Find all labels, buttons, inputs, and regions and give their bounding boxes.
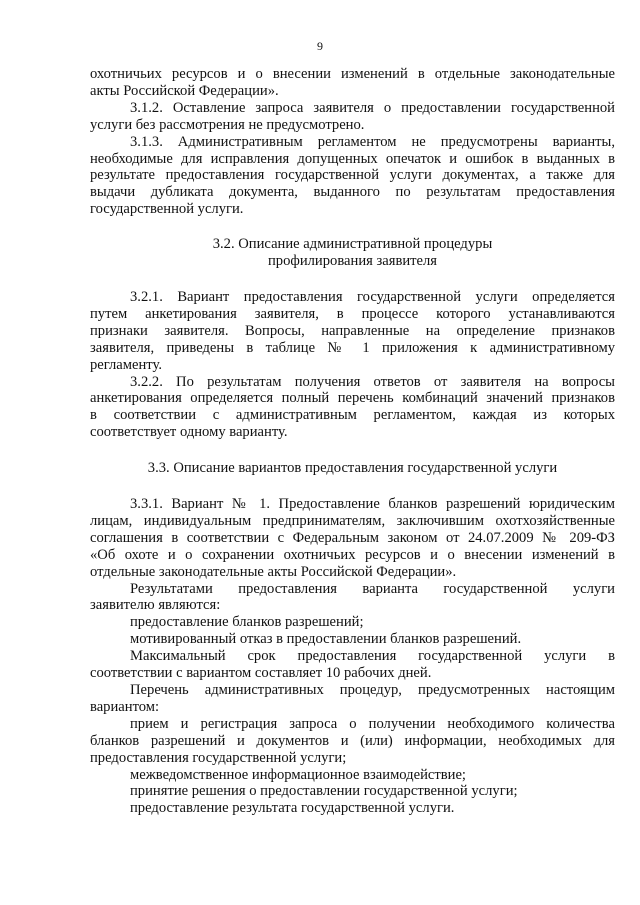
list-item: прием и регистрация запроса о получении необходимого количества: [130, 715, 615, 732]
list-item: межведомственное информационное взаимодействие;: [130, 766, 466, 783]
list-item: принятие решения о предоставлении государственной услуги;: [130, 783, 518, 800]
document-body: [90, 66, 615, 817]
text-line: соглашения в соответствии с Федеральным законом от 24.07.2009 № 209-ФЗ: [90, 529, 615, 546]
text-line: в соответствии с административным регламентом, каждая из которых: [90, 407, 615, 424]
text-line: заявителя, приведены в таблице № 1 приложения к административному: [90, 339, 615, 356]
text-line: результате предоставления государственной услуги документах, а также для: [90, 167, 615, 184]
text-line: выдачи дубликата документа, выданного по результатам предоставления: [90, 184, 615, 201]
paragraph-3-2-1: 3.2.1. Вариант предоставления государственной услуги определяется: [130, 288, 615, 305]
list-item: предоставление результата государственной услуги.: [130, 800, 455, 817]
page-number: 9: [317, 39, 323, 53]
text-line: соответствии с вариантом составляет 10 рабочих дней.: [90, 665, 432, 682]
paragraph-3-3-1: 3.3.1. Вариант № 1. Предоставление бланков разрешений юридическим: [130, 496, 615, 513]
text-line: необходимые для исправления допущенных опечаток и ошибок в выданных в: [90, 150, 615, 167]
text-line: анкетирования определяется полный перечень комбинаций значений признаков: [90, 390, 615, 407]
paragraph-procedures: Перечень административных процедур, предусмотренных настоящим: [130, 682, 615, 698]
section-heading-3-2: 3.2. Описание административной процедуры: [212, 236, 493, 253]
text-line: «Об охоте и о сохранении охотничьих ресурсов и о внесении изменений в: [90, 546, 615, 563]
text-line: заявителю являются:: [90, 597, 221, 614]
paragraph-results: Результатами предоставления варианта государственной услуги: [130, 580, 615, 597]
text-line: государственной услуги.: [90, 201, 244, 218]
paragraph-max-term: Максимальный срок предоставления государственной услуги в: [130, 648, 615, 665]
list-item: мотивированный отказ в предоставлении бланков разрешений.: [130, 631, 522, 648]
text-line: услуги без рассмотрения не предусмотрено.: [90, 116, 365, 133]
text-line: лицам, индивидуальным предпринимателям, заключившим охотхозяйственные: [90, 512, 615, 529]
section-heading-3-3: 3.3. Описание вариантов предоставления государственной услуги: [147, 460, 558, 477]
paragraph-3-2-2: 3.2.2. По результатам получения ответов от заявителя на вопросы: [130, 373, 615, 390]
text-line: путем анкетирования заявителя, в процессе которого устанавливаются: [90, 305, 615, 322]
list-item: предоставление бланков разрешений;: [130, 614, 364, 631]
section-heading-3-2-line2: профилирования заявителя: [267, 253, 438, 270]
paragraph-3-1-2: 3.1.2. Оставление запроса заявителя о предоставлении государственной: [130, 99, 615, 116]
text-line: признаки заявителя. Вопросы, направленные на определение признаков: [90, 322, 615, 339]
paragraph-3-1-3: 3.1.3. Административным регламентом не предусмотрены варианты,: [130, 133, 615, 150]
text-line: отдельные законодательные акты Российской Федерации».: [90, 563, 457, 580]
text-line: охотничьих ресурсов и о внесении изменений в отдельные законодательные: [90, 66, 615, 82]
text-line: предоставления государственной услуги;: [90, 749, 347, 766]
text-line: акты Российской Федерации».: [90, 82, 279, 99]
text-line: регламенту.: [90, 356, 162, 373]
text-line: бланков разрешений и документов и (или) информации, необходимых для: [90, 732, 615, 749]
text-line: соответствует одному варианту.: [90, 424, 288, 441]
text-line: вариантом:: [90, 698, 160, 715]
